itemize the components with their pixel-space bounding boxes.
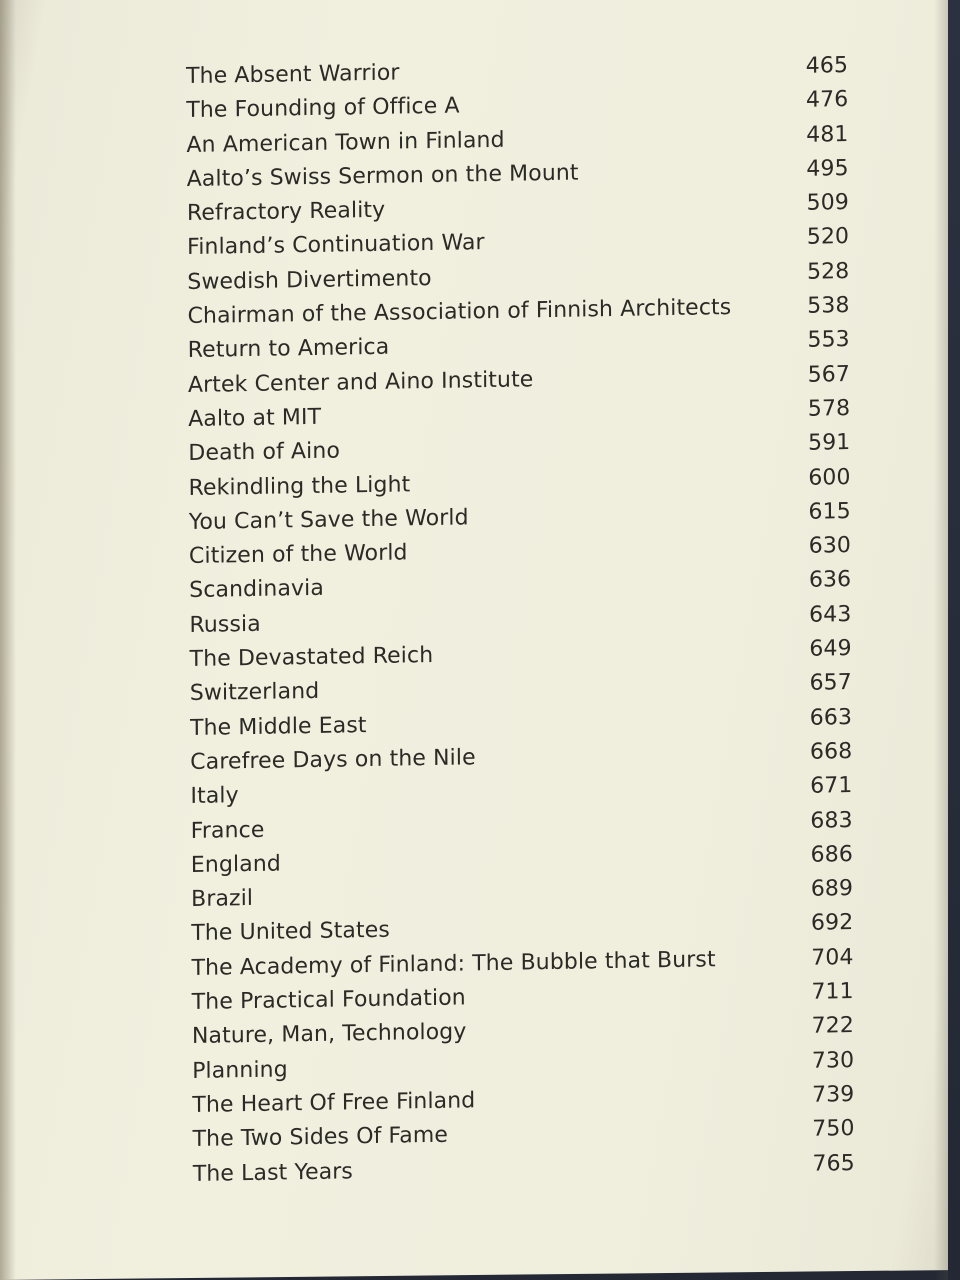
toc-entry-title: The Last Years bbox=[192, 1158, 354, 1187]
toc-entry-title: Chairman of the Association of Finnish Architects bbox=[187, 295, 732, 330]
toc-entry-page-number: 671 bbox=[810, 773, 853, 799]
toc-entry-page-number: 730 bbox=[811, 1047, 855, 1074]
toc-entry-page-number: 704 bbox=[811, 944, 854, 971]
toc-entry-page-number: 615 bbox=[808, 498, 851, 525]
toc-entry-page-number: 692 bbox=[810, 910, 854, 937]
toc-entry-title: Planning bbox=[192, 1056, 288, 1084]
toc-entry-page-number: 538 bbox=[807, 293, 850, 319]
spine-shadow bbox=[0, 0, 16, 1280]
toc-entry-page-number: 481 bbox=[806, 121, 849, 148]
page-edge-shadow bbox=[934, 0, 948, 1280]
toc-entry-page-number: 509 bbox=[806, 190, 849, 216]
toc-entry-page-number: 722 bbox=[811, 1013, 855, 1040]
table-of-contents bbox=[186, 53, 855, 1196]
toc-entry-title: Artek Center and Aino Institute bbox=[187, 366, 534, 398]
toc-entry-page-number: 630 bbox=[808, 533, 852, 559]
toc-entry-title: The Middle East bbox=[189, 712, 367, 741]
toc-entry-page-number: 750 bbox=[812, 1116, 855, 1142]
toc-entry-title: The Heart Of Free Finland bbox=[192, 1088, 476, 1118]
toc-entry-title: Nature, Man, Technology bbox=[191, 1019, 467, 1050]
toc-entry-page-number: 636 bbox=[808, 567, 852, 594]
toc-entry-page-number: 689 bbox=[810, 876, 854, 902]
toc-entry-page-number: 465 bbox=[805, 53, 849, 79]
toc-entry-page-number: 657 bbox=[809, 670, 852, 697]
toc-entry-title: Citizen of the World bbox=[188, 540, 408, 570]
toc-entry-page-number: 567 bbox=[807, 361, 851, 388]
toc-entry-title: The Practical Foundation bbox=[191, 985, 466, 1015]
toc-entry-page-number: 495 bbox=[806, 155, 849, 182]
toc-entry-page-number: 528 bbox=[806, 258, 850, 285]
toc-entry-title: Carefree Days on the Nile bbox=[190, 745, 476, 775]
toc-entry-title: Rekindling the Light bbox=[188, 471, 411, 501]
toc-entry-title: The Academy of Finland: The Bubble that Burst bbox=[191, 947, 716, 981]
toc-entry-title: The Absent Warrior bbox=[186, 60, 400, 90]
toc-entry-title: England bbox=[190, 851, 281, 878]
toc-entry-title: France bbox=[190, 817, 265, 844]
toc-entry-title: Russia bbox=[189, 611, 261, 638]
toc-entry-title: The Devastated Reich bbox=[189, 643, 434, 673]
toc-entry-page-number: 591 bbox=[807, 430, 851, 457]
toc-entry-title: Swedish Divertimento bbox=[187, 265, 432, 295]
toc-entry-title: Scandinavia bbox=[189, 576, 324, 604]
toc-entry-page-number: 600 bbox=[808, 464, 851, 491]
toc-entry-page-number: 668 bbox=[809, 738, 853, 765]
toc-entry-page-number: 663 bbox=[809, 704, 853, 731]
toc-entry-title: Aalto’s Swiss Sermon on the Mount bbox=[186, 160, 579, 192]
toc-entry-page-number: 476 bbox=[805, 87, 849, 114]
toc-entry-title: Finland’s Continuation War bbox=[187, 230, 485, 261]
toc-entry-title: The United States bbox=[191, 918, 390, 947]
toc-entry-title: Italy bbox=[190, 783, 239, 810]
toc-entry-title: An American Town in Finland bbox=[186, 127, 505, 158]
toc-entry-page-number: 649 bbox=[809, 636, 852, 662]
toc-entry-title: The Founding of Office A bbox=[186, 93, 460, 124]
toc-entry-page-number: 765 bbox=[812, 1150, 855, 1177]
toc-entry-page-number: 553 bbox=[807, 327, 850, 354]
toc-entry-title: The Two Sides Of Fame bbox=[192, 1122, 449, 1153]
toc-entry-page-number: 643 bbox=[809, 601, 852, 628]
toc-entry-page-number: 686 bbox=[810, 841, 853, 868]
toc-entry-title: You Can’t Save the World bbox=[188, 505, 469, 535]
toc-entry-title: Brazil bbox=[191, 886, 254, 913]
toc-entry-title: Death of Aino bbox=[188, 438, 341, 467]
toc-entry-title: Refractory Reality bbox=[186, 197, 386, 227]
toc-entry-page-number: 739 bbox=[811, 1081, 855, 1108]
toc-entry-page-number: 711 bbox=[811, 979, 854, 1005]
toc-entry-title: Return to America bbox=[187, 335, 390, 364]
toc-entry-title: Aalto at MIT bbox=[188, 404, 322, 432]
toc-entry-title: Switzerland bbox=[189, 679, 320, 707]
toc-entry-page-number: 520 bbox=[806, 224, 850, 251]
toc-entry-page-number: 578 bbox=[807, 396, 851, 422]
toc-entry-page-number: 683 bbox=[810, 807, 853, 834]
